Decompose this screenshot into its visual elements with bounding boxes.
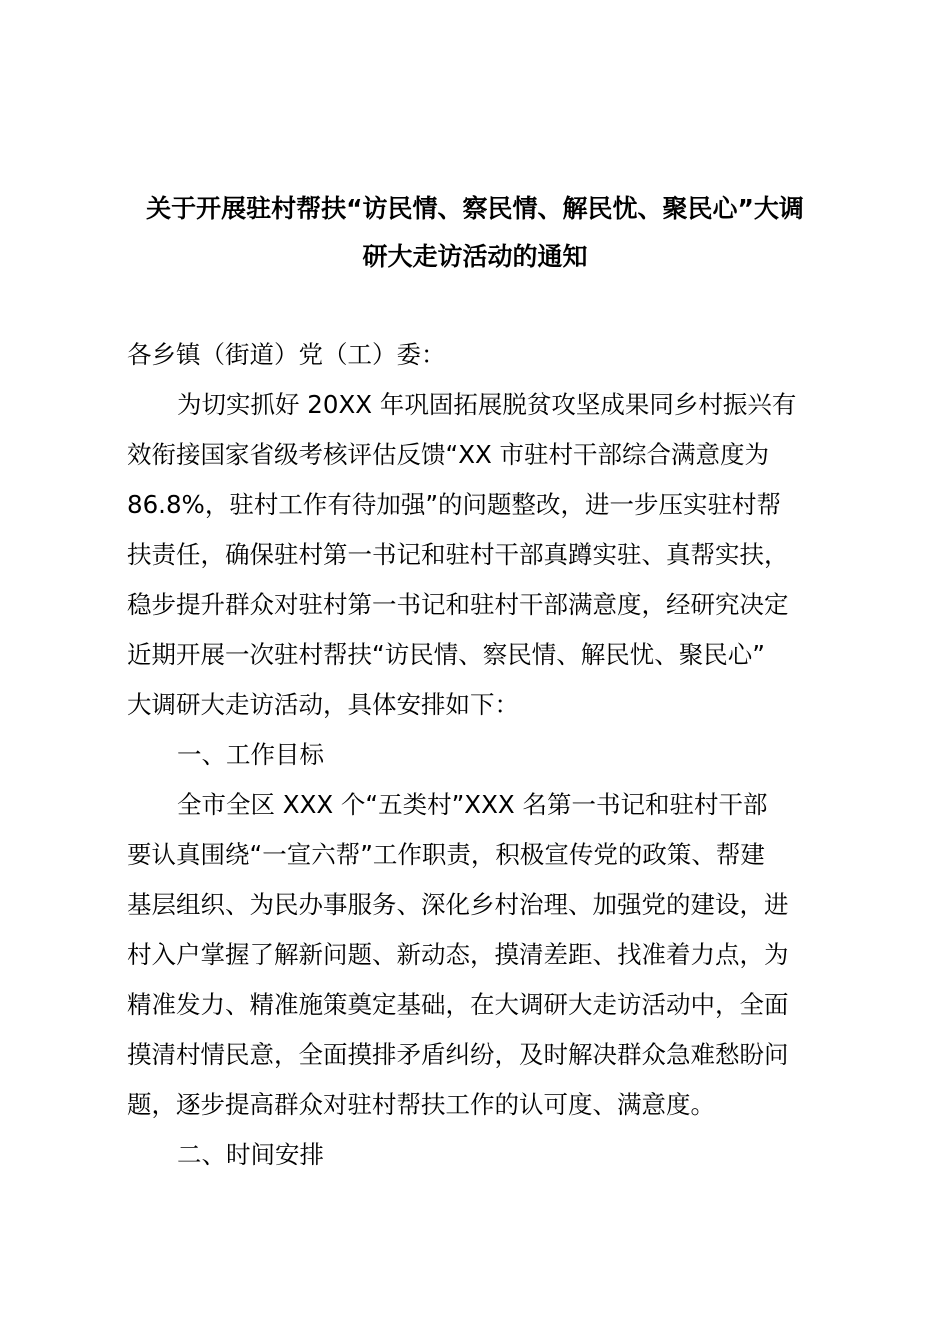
paragraph-line: 为切实抓好 20XX 年巩固拓展脱贫攻坚成果同乡村振兴有 [177,390,797,419]
paragraph-line: 全市全区 XXX 个“五类村”XXX 名第一书记和驻村干部 [177,790,768,819]
paragraph-line: 村入户掌握了解新问题、新动态，摸清差距、找准着力点，为 [127,940,789,969]
title-line-1: 关于开展驻村帮扶“访民情、察民情、解民忧、聚民心”大调 [146,194,804,223]
paragraph-intro [127,380,832,730]
document-title [118,185,832,281]
section-heading-1: 一、工作目标 [177,740,324,769]
paragraph-work-goal [127,780,832,1130]
title-line-2: 研大走访活动的通知 [362,242,588,271]
paragraph-line: 精准发力、精准施策奠定基础，在大调研大走访活动中，全面 [127,990,789,1019]
salutation: 各乡镇（街道）党（工）委： [127,340,446,369]
paragraph-line: 基层组织、为民办事服务、深化乡村治理、加强党的建设，进 [127,890,789,919]
paragraph-line: 要认真围绕“一宣六帮”工作职责，积极宣传党的政策、帮建 [127,840,765,869]
paragraph-line: 86.8%，驻村工作有待加强”的问题整改，进一步压实驻村帮 [127,490,782,519]
paragraph-line: 效衔接国家省级考核评估反馈“XX 市驻村干部综合满意度为 [127,440,770,469]
paragraph-line: 题，逐步提高群众对驻村帮扶工作的认可度、满意度。 [127,1090,715,1119]
paragraph-line: 稳步提升群众对驻村第一书记和驻村干部满意度，经研究决定 [127,590,789,619]
section-heading-2: 二、时间安排 [177,1140,324,1169]
paragraph-line: 近期开展一次驻村帮扶“访民情、察民情、解民忧、聚民心” [127,640,765,669]
paragraph-line: 扶责任，确保驻村第一书记和驻村干部真蹲实驻、真帮实扶， [127,540,789,569]
document-body [127,330,832,1180]
paragraph-line: 大调研大走访活动，具体安排如下： [127,690,519,719]
paragraph-line: 摸清村情民意，全面摸排矛盾纠纷，及时解决群众急难愁盼问 [127,1040,789,1069]
